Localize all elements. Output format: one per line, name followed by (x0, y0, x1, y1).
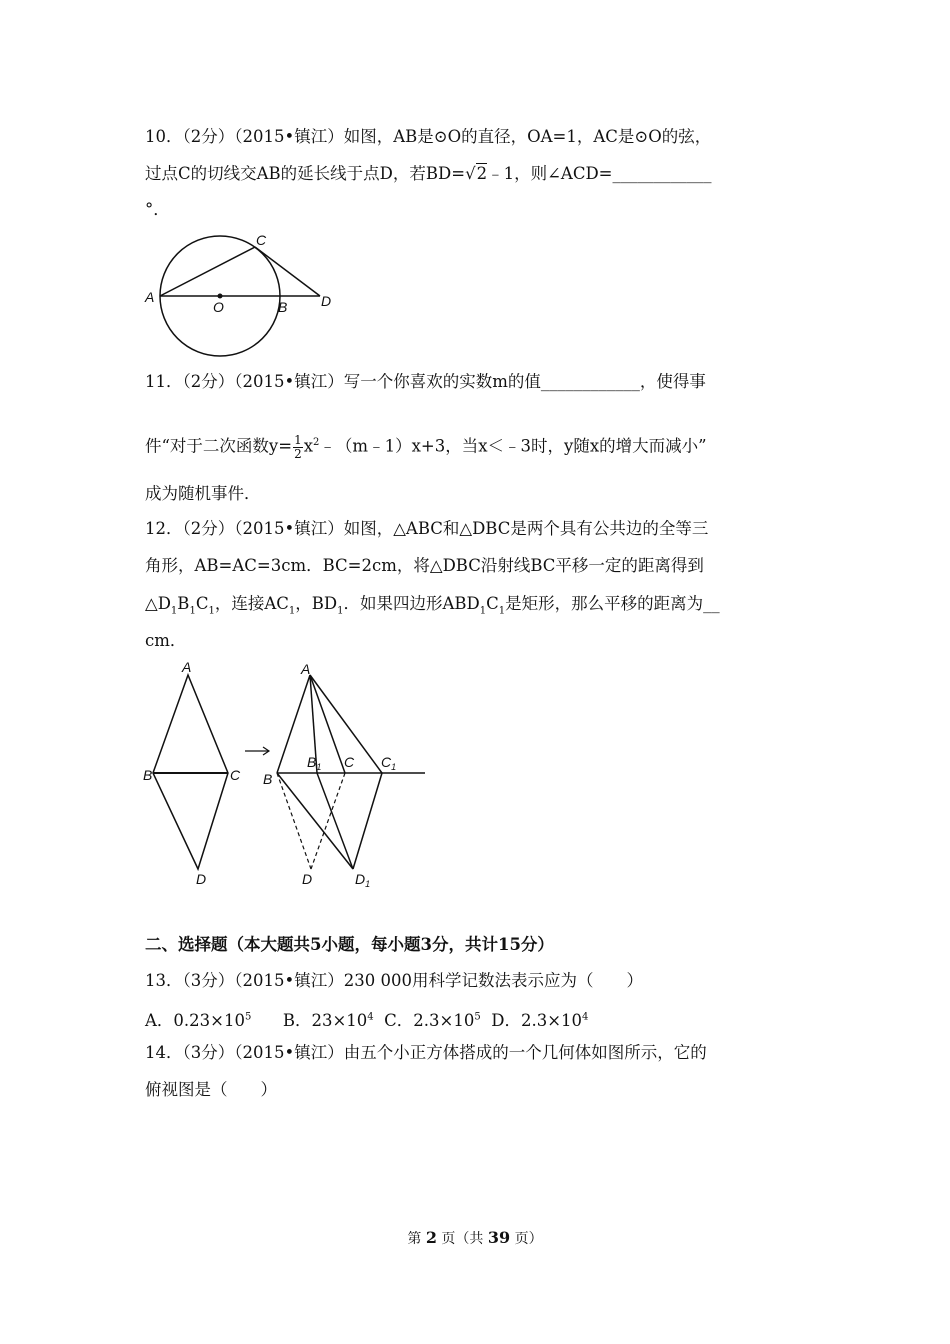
right-label-b: B (263, 771, 273, 787)
label-o: O (213, 299, 224, 315)
right-label-c1 (381, 754, 396, 772)
option-c (384, 1011, 481, 1030)
q12-l3-sub1: 1 (170, 605, 178, 617)
option-a-exp: 5 (244, 1011, 252, 1022)
q11-x: x (303, 436, 314, 456)
b1-sub: 1 (316, 762, 322, 772)
right-label-d1 (355, 871, 370, 889)
right-label-a: A (301, 661, 311, 677)
q12-line4: cm． (145, 631, 187, 650)
option-d (491, 1011, 588, 1030)
right-label-d: D (302, 871, 313, 887)
q11-line2 (145, 432, 707, 461)
c1-sub: 1 (391, 762, 397, 772)
chord-ac (160, 247, 255, 296)
q10-line2-start: 过点C的切线交AB的延长线于点D，若BD= (145, 164, 466, 183)
footer-total: 39 (487, 1228, 511, 1247)
dashed-bd (277, 773, 311, 869)
q10-figure (140, 230, 340, 360)
option-c-text: C．2.3×10 (384, 1010, 475, 1030)
frac-numerator: 1 (294, 432, 302, 447)
q11-exponent: 2 (313, 437, 320, 448)
q12-l3-sub3: 1 (208, 605, 215, 617)
left-label-a: A (182, 659, 192, 675)
q12-figure-right (255, 660, 430, 890)
label-b: B (278, 299, 288, 315)
q12-l3-g: C (486, 594, 499, 613)
right-label-c: C (344, 754, 355, 770)
footer-suffix: 页） (510, 1231, 543, 1247)
q14-line2: 俯视图是（ ） (145, 1080, 277, 1099)
frac-denominator: 2 (294, 446, 302, 461)
page-footer (0, 1228, 950, 1248)
d1-letter: D (355, 871, 366, 887)
q10-line1: 10．（2分）（2015•镇江）如图，AB是⊙O的直径，OA=1，AC是⊙O的弦， (145, 127, 712, 146)
left-label-c: C (230, 767, 241, 783)
label-a: A (145, 289, 155, 305)
footer-mid: 页（共 (436, 1231, 488, 1247)
q10-line2 (145, 163, 712, 185)
option-a-text: A．0.23×10 (145, 1010, 245, 1030)
c1-letter: C (381, 754, 392, 770)
q12-l3-h: 是矩形，那么平移的距离为__ (505, 594, 720, 613)
seg-b1d1 (317, 773, 353, 869)
q11-line2-start: 件“对于二次函数y= (145, 436, 293, 456)
q12-l3-sub5: 1 (337, 605, 344, 617)
q11-line3: 成为随机事件． (145, 484, 261, 503)
tangent-cd (255, 247, 320, 296)
section-heading: 二、选择题（本大题共5小题，每小题3分，共计15分） (145, 935, 554, 954)
option-b-exp: 4 (367, 1011, 374, 1022)
q13-line1: 13．（3分）（2015•镇江）230 000用科学记数法表示应为（ ） (145, 971, 643, 990)
q12-l3-a: △D (145, 594, 171, 613)
q12-l3-f: ．如果四边形ABD (343, 594, 480, 613)
q10-line3: °． (145, 200, 170, 219)
q12-line3 (145, 593, 720, 622)
seg-c1d1 (353, 773, 382, 869)
right-label-b1 (307, 754, 321, 772)
label-d: D (321, 293, 332, 309)
fraction (293, 434, 303, 461)
q12-l3-sub2: 1 (189, 605, 196, 617)
q10-line2-end: ﹣1，则∠ACD=____________ (487, 164, 712, 183)
left-label-d: D (196, 871, 207, 887)
label-c: C (256, 232, 267, 248)
q12-figure-left (140, 660, 250, 890)
option-a (145, 1011, 251, 1030)
sqrt-radicand: 2 (476, 164, 488, 183)
q13-options (145, 1006, 588, 1032)
q12-line2: 角形，AB=AC=3cm．BC=2cm，将△DBC沿射线BC平移一定的距离得到 (145, 556, 704, 575)
seg-bd1 (277, 773, 353, 869)
q14-line1: 14．（3分）（2015•镇江）由五个小正方体搭成的一个几何体如图所示，它的 (145, 1043, 707, 1062)
b1-letter: B (307, 754, 317, 770)
q11-line1: 11．（2分）（2015•镇江）写一个你喜欢的实数m的值____________，使得事 (145, 372, 706, 391)
q12-l3-b: B (177, 594, 190, 613)
d1-sub: 1 (365, 879, 371, 889)
q12-line1: 12．（2分）（2015•镇江）如图，△ABC和△DBC是两个具有公共边的全等三 (145, 519, 709, 538)
q12-l3-d: ，连接AC (214, 594, 289, 613)
footer-prefix: 第 (407, 1231, 426, 1247)
dashed-cd (311, 773, 345, 869)
q12-l3-e: ，BD (295, 594, 338, 613)
q11-line2-end: ﹣（m﹣1）x+3，当x＜﹣3时，y随x的增大而减小” (319, 436, 707, 456)
option-b-text: B．23×10 (282, 1010, 368, 1030)
q12-l3-c: C (195, 594, 209, 613)
sqrt-sign: √ (465, 164, 476, 183)
option-d-exp: 4 (582, 1011, 589, 1022)
center-dot (218, 294, 223, 299)
q12-l3-sub4: 1 (288, 605, 296, 617)
seg-ab (277, 675, 310, 773)
option-c-exp: 5 (474, 1011, 481, 1022)
footer-page: 2 (425, 1228, 437, 1247)
q12-l3-sub6: 1 (479, 605, 487, 617)
q12-l3-sub7: 1 (498, 605, 506, 617)
option-b (283, 1011, 374, 1030)
option-d-text: D．2.3×10 (491, 1010, 583, 1030)
left-label-b: B (143, 767, 153, 783)
